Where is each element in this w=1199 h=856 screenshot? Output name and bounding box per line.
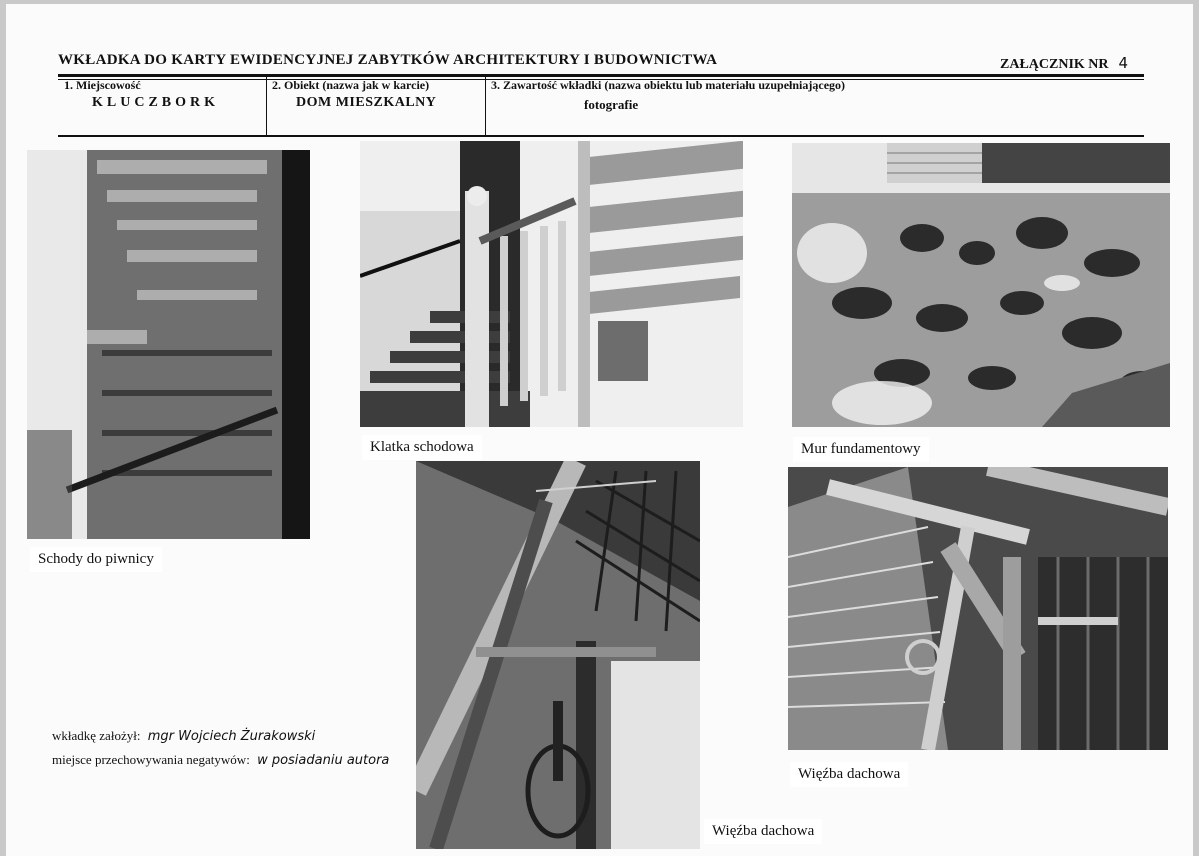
field-divider [485, 77, 486, 135]
caption-staircase: Klatka schodowa [362, 435, 482, 460]
fields-bottom-rule [58, 135, 1144, 137]
document-sheet [6, 4, 1193, 856]
storage-value: w posiadaniu autora [257, 753, 390, 768]
founder-label: wkładkę założył: [52, 728, 141, 743]
field-divider [266, 77, 267, 135]
caption-cellar-stairs: Schody do piwnicy [30, 547, 162, 572]
caption-roof-truss-2: Więźba dachowa [790, 762, 908, 787]
document-title: WKŁADKA DO KARTY EWIDENCYJNEJ ZABYTKÓW ARCHITEKTURY I BUDOWNICTWA [58, 52, 718, 68]
founder-value: mgr Wojciech Żurakowski [147, 729, 316, 744]
header-rule [58, 74, 1144, 77]
field-value-locality: KLUCZBORK [92, 95, 220, 110]
photo-staircase [360, 141, 743, 427]
founder-line [52, 728, 315, 744]
attachment-label: ZAŁĄCZNIK NR [1000, 57, 1109, 72]
field-label-object: 2. Obiekt (nazwa jak w karcie) [272, 78, 430, 92]
field-label-contents: 3. Zawartość wkładki (nazwa obiektu lub materiału uzupełniającego) [491, 78, 846, 92]
field-label-locality: 1. Miejscowość [64, 78, 141, 92]
caption-roof-truss-1: Więźba dachowa [704, 819, 822, 844]
photo-cellar-stairs [27, 150, 310, 539]
field-value-object: DOM MIESZKALNY [296, 95, 437, 110]
attachment-number-value: 4 [1118, 54, 1129, 72]
field-value-contents: fotografie [584, 97, 639, 112]
attachment-number [1000, 54, 1128, 73]
storage-line [52, 752, 389, 768]
caption-foundation-wall: Mur fundamentowy [793, 437, 929, 462]
photo-roof-truss-2 [788, 467, 1168, 750]
photo-roof-truss-1 [416, 461, 700, 849]
storage-label: miejsce przechowywania negatywów: [52, 752, 250, 767]
photo-foundation-wall [792, 143, 1170, 427]
